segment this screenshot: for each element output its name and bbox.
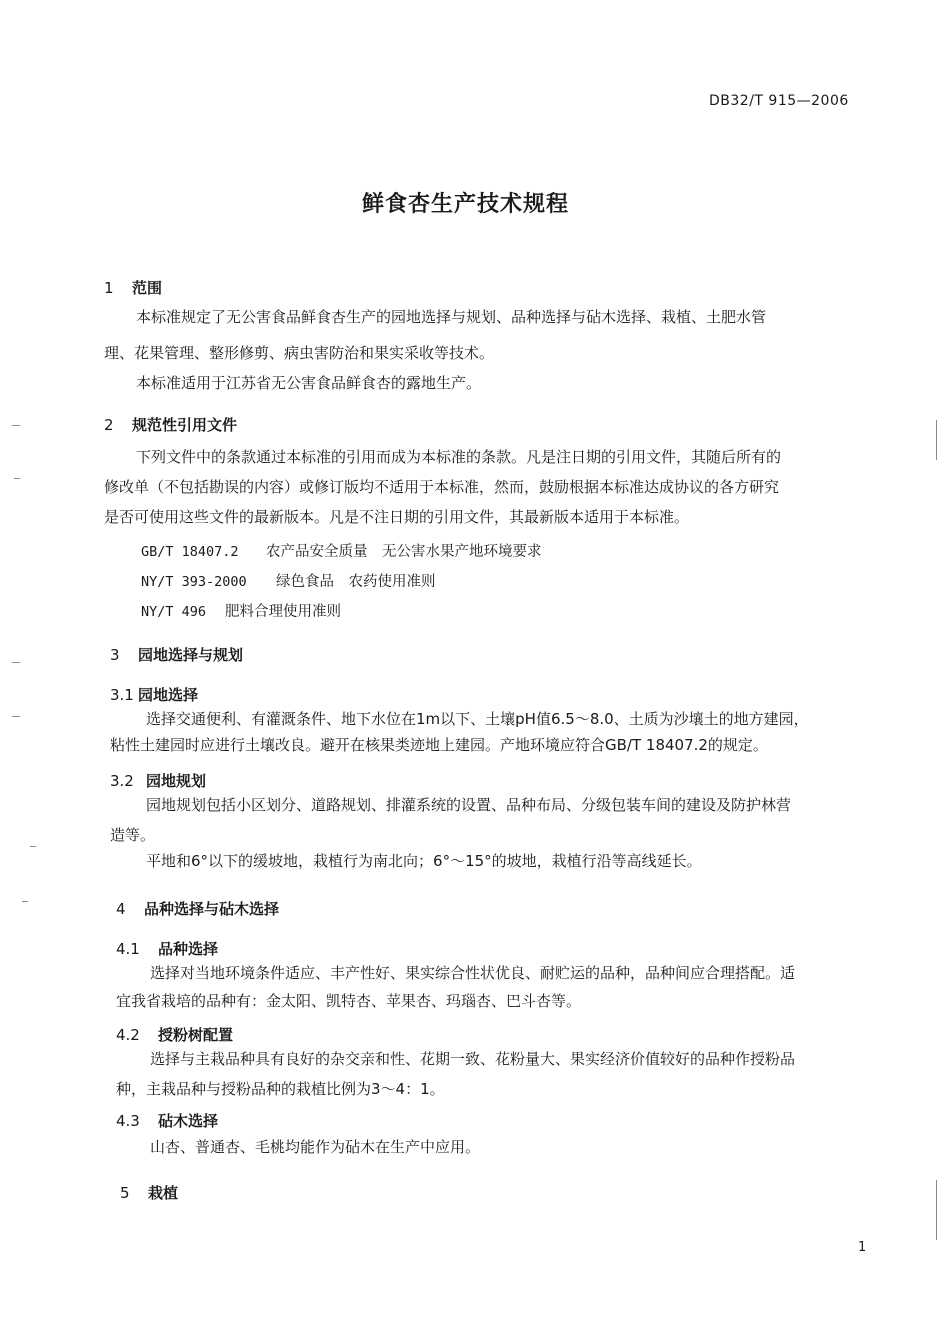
scan-edge-mark — [12, 716, 20, 717]
section-title: 栽植 — [148, 1184, 179, 1202]
subsection-4-2-line: 选择与主栽品种具有良好的杂交亲和性、花期一致、花粉量大、果实经济价值较好的品种作授粉品 — [150, 1050, 796, 1068]
section-number: 5 — [120, 1184, 130, 1202]
reference-item — [141, 540, 542, 561]
subsection-title: 授粉树配置 — [158, 1026, 234, 1044]
section-3-heading — [110, 644, 243, 665]
subsection-number: 4.1 — [116, 940, 140, 958]
scan-edge-line — [936, 420, 937, 460]
reference-code: GB/T 18407.2 — [141, 544, 239, 560]
subsection-title: 砧木选择 — [158, 1112, 219, 1130]
section-number: 4 — [116, 900, 126, 918]
subsection-4-3-heading — [116, 1110, 218, 1131]
subsection-4-3-line: 山杏、普通杏、毛桃均能作为砧木在生产中应用。 — [150, 1138, 481, 1156]
subsection-number: 4.2 — [116, 1026, 140, 1044]
section-title: 品种选择与砧木选择 — [144, 900, 280, 918]
section-title: 范围 — [132, 279, 163, 297]
subsection-4-1-heading — [116, 938, 218, 959]
scan-edge-mark — [14, 478, 20, 479]
subsection-4-1-line: 选择对当地环境条件适应、丰产性好、果实综合性状优良、耐贮运的品种，品种间应合理搭配。适 — [150, 964, 796, 982]
section-1-paragraph-line: 理、花果管理、整形修剪、病虫害防治和果实采收等技术。 — [104, 344, 495, 362]
reference-code: NY/T 496 — [141, 604, 207, 620]
page-number: 1 — [858, 1240, 867, 1255]
subsection-3-2-line: 造等。 — [110, 826, 156, 844]
subsection-4-2-line: 种，主栽品种与授粉品种的栽植比例为3～4：1。 — [116, 1080, 445, 1098]
reference-title: 农产品安全质量 无公害水果产地环境要求 — [266, 544, 542, 560]
section-title: 园地选择与规划 — [138, 646, 244, 664]
section-title: 规范性引用文件 — [132, 416, 238, 434]
subsection-3-2-line: 园地规划包括小区划分、道路规划、排灌系统的设置、品种布局、分级包装车间的建设及防护林营 — [146, 796, 792, 814]
subsection-3-2-line: 平地和6°以下的缓坡地，栽植行为南北向；6°～15°的坡地，栽植行沿等高线延长。 — [146, 852, 702, 870]
section-2-paragraph-line: 下列文件中的条款通过本标准的引用而成为本标准的条款。凡是注日期的引用文件，其随后所有的 — [136, 448, 782, 466]
scan-edge-mark — [30, 846, 36, 847]
scan-edge-mark — [12, 662, 20, 663]
section-2-heading — [104, 414, 237, 435]
subsection-4-2-heading — [116, 1024, 233, 1045]
section-1-paragraph-line: 本标准规定了无公害食品鲜食杏生产的园地选择与规划、品种选择与砧木选择、栽植、土肥水管 — [136, 308, 767, 326]
section-2-paragraph-line: 修改单（不包括勘误的内容）或修订版均不适用于本标准，然而，鼓励根据本标准达成协议的各方研究 — [104, 478, 780, 496]
standard-code: DB32/T 915—2006 — [709, 93, 849, 109]
subsection-title: 园地选择 — [138, 686, 199, 704]
section-2-paragraph-line: 是否可使用这些文件的最新版本。凡是不注日期的引用文件，其最新版本适用于本标准。 — [104, 508, 690, 526]
subsection-title: 品种选择 — [158, 940, 219, 958]
subsection-3-1-line: 选择交通便利、有灌溉条件、地下水位在1m以下、土壤pH值6.5～8.0、土质为沙壤土的地方建园， — [146, 710, 809, 728]
section-1-paragraph-line: 本标准适用于江苏省无公害食品鲜食杏的露地生产。 — [136, 374, 482, 392]
scan-edge-line — [936, 1180, 937, 1240]
section-number: 2 — [104, 416, 114, 434]
scan-edge-mark — [12, 425, 20, 426]
subsection-4-1-line: 宜我省栽培的品种有：金太阳、凯特杏、苹果杏、玛瑙杏、巴斗杏等。 — [116, 992, 582, 1010]
subsection-3-2-heading — [110, 770, 206, 791]
subsection-number: 4.3 — [116, 1112, 140, 1130]
subsection-number: 3.1 — [110, 686, 134, 704]
subsection-3-1-heading — [110, 684, 198, 705]
scan-edge-mark — [22, 901, 28, 902]
reference-item — [141, 570, 436, 591]
section-4-heading — [116, 898, 279, 919]
reference-code: NY/T 393-2000 — [141, 574, 247, 590]
document-title: 鲜食杏生产技术规程 — [362, 192, 570, 217]
section-number: 3 — [110, 646, 120, 664]
reference-item — [141, 600, 341, 621]
subsection-3-1-line: 粘性土建园时应进行土壤改良。避开在核果类迹地上建园。产地环境应符合GB/T 18407.2的规定。 — [110, 736, 768, 754]
reference-title: 肥料合理使用准则 — [225, 604, 341, 620]
reference-title: 绿色食品 农药使用准则 — [276, 574, 436, 590]
section-5-heading — [120, 1182, 178, 1203]
section-1-heading — [104, 277, 162, 298]
subsection-title: 园地规划 — [146, 772, 207, 790]
section-number: 1 — [104, 279, 114, 297]
subsection-number: 3.2 — [110, 772, 134, 790]
